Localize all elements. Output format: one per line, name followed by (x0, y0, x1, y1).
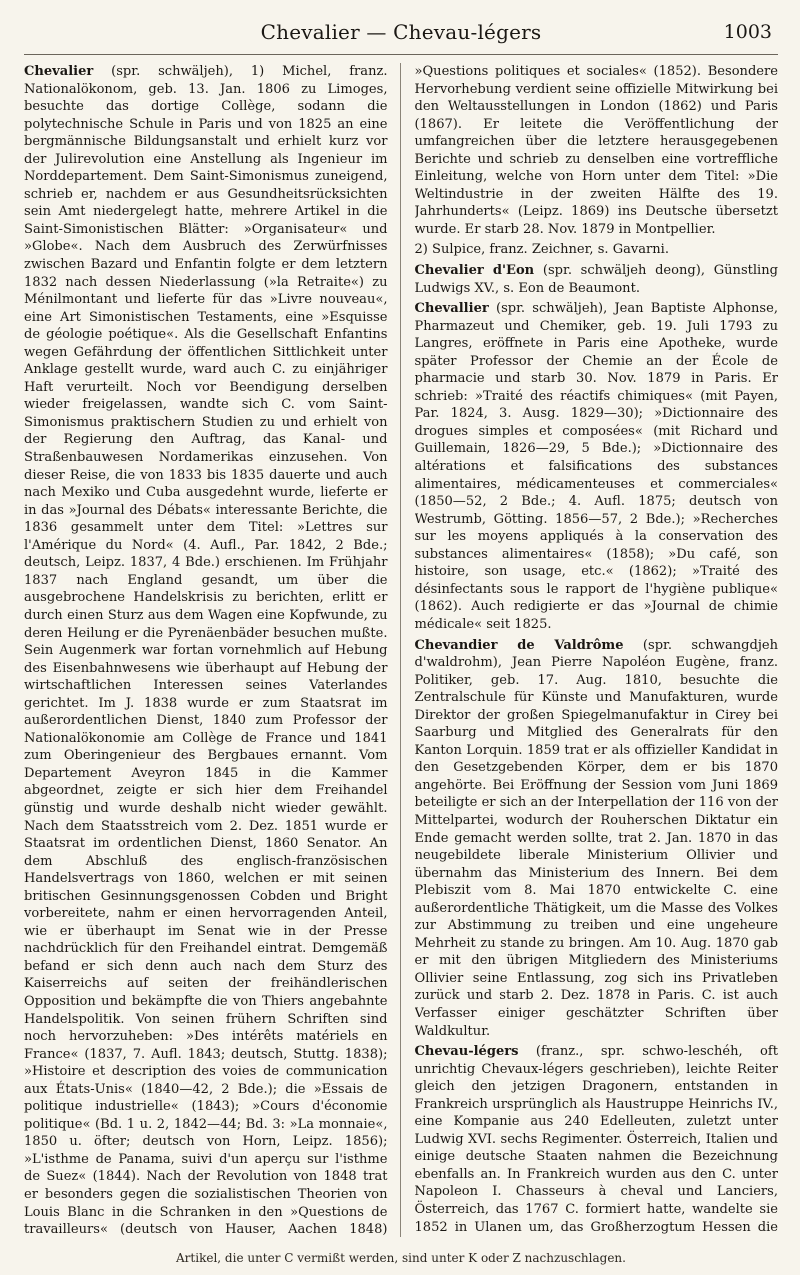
entry-headword: Chevau-légers (414, 1044, 519, 1060)
entry-text: (spr. schwäljeh deong), Günstling Ludwigs XV., s. Eon de Beaumont. (414, 263, 778, 296)
entry-chevau-legers (415, 1043, 779, 1237)
entry-headword: Chevalier (24, 64, 94, 79)
entry-chevalier-deon (415, 262, 779, 297)
entry-chevalier-sulpice (415, 241, 779, 259)
page-number: 1003 (723, 21, 772, 43)
entry-chevandier (415, 637, 779, 1041)
entry-text: (spr. schwäljeh), 1) Michel, franz. Nationalökonom, geb. 13. Jan. 1806 zu Limoges, besuchte das dortige Collège, sodann die polytechnische Schule in Paris und von 1825 an eine bergmännische Bildungsanstalt und erhielt kurz vor der Julirevolution eine Anstellung als Ingenieur im Norddepartement. Dem Saint-Simonismus zuneigend, schrieb er, nachdem er aus Gesundheitsrücksichten sein Amt niedergelegt hatte, mehrere Artikel in die Saint-Simonistischen Blätter: »Organisateur« und »Globe«. Nach dem Ausbruch des Zerwürfnisses zwischen Bazard und Enfantin folgte er dem letztern 1832 nach dessen Niederlassung (»la Retraite«) zu Ménilmontant und lieferte für das »Livre nouveau«, eine Art Simonistischen Testaments, eine »Esquisse de géologie poétique«. Als die Gesellschaft Enfantins wegen Gefährdung der öffentlichen Sittlichkeit unter Anklage gestellt wurde, ward auch C. zu einjähriger Haft verurteilt. Noch vor Beendigung derselben wieder freigelassen, wandte sich C. vom Saint-Simonismus praktischern Studien zu und erhielt von der Regierung den Auftrag, das Kanal- und Straßenbauwesen Nordamerikas einzusehen. Von dieser Reise, die von 1833 bis 1835 dauerte und auch nach Mexiko und Cuba ausgedehnt wurde, lieferte er in das »Journal des Débats« interessante Berichte, die 1836 gesammelt unter dem Titel: »Lettres sur l'Amérique du Nord« (4. Aufl., Par. 1842, 2 Bde.; deutsch, Leipz. 1837, 4 Bde.) erschienen. Im Frühjahr 1837 nach England gesandt, um über die ausgebrochene Handelskrisis zu berichten, erlitt er durch einen Sturz aus dem Wagen eine Kopfwunde, zu deren Heilung er die Pyrenäenbäder besuchen mußte. Sein Augenmerk war fortan vornehmlich auf Hebung des Eisenbahnwesens wie überhaupt auf Hebung der wirtschaftlichen Interessen seines Vaterlandes gerichtet. Im J. 1838 wurde er zum Staatsrat im außerordentlichen Dienst, 1840 zum Professor der Nationalökonomie am Collège de France und 1841 zum Oberingenieur des Bergbaues ernannt. Vom Departement Aveyron 1845 in die Kammer abgeordnet, zeigte er sich hier dem Freihandel günstig und wurde deshalb nicht wieder gewählt. Nach dem Staatsstreich vom 2. Dez. 1851 wurde er Staatsrat im ordentlichen Dienst, 1860 Senator. An dem Abschluß des englisch-französischen Handelsvertrags von 1860, welchen er mit seinen britischen Gesinnungsgenossen Cobden und Bright vorbereitete, nahm er einen hervorragenden Anteil, wie er überhaupt im Senat wie in der Presse nachdrücklich für den Freihandel eintrat. Demgemäß befand er sich denn auch nach dem Sturz des Kaiserreichs auf seiten der freihändlerischen Opposition und bekämpfte die von Thiers angebahnte Handelspolitik. Von seinen frühern Schriften sind noch hervorzuheben: »Des intérêts matériels en France« (1837, 7. Aufl. 1843; deutsch, Stuttg. 1838); »Histoire et description des voies de communication aux États-Unis« (1840—42, 2 Bde.); die »Essais de politique industrielle« (1843); »Cours d'économie politique« (Bd. 1 u. 2, 1842—44; Bd. 3: »La monnaie«, 1850 u. öfter; deutsch von Horn, Leipz. 1856); »L'isthme de Panama, suivi d'un aperçu sur l'isthme de Suez« (1844). Nach der Revolution von 1848 trat er besonders gegen die sozialistischen Theorien von Louis Blanc in die Schranken in den »Questions de travailleurs« (deutsch von Hauser, Aachen 1848) (24, 64, 388, 1237)
left-column (24, 63, 401, 1237)
entry-chevallier (415, 300, 779, 633)
entry-chevalier-michel (24, 63, 388, 1237)
text-columns (24, 63, 778, 1237)
entry-text: »Questions politiques et sociales« (1852). Besondere Hervorhebung verdient seine offizielle Mitwirkung bei den Weltausstellungen in London (1862) und Paris (1867). Er leitete die Veröffentlichung der umfangreichen über die letztere herausgegebenen Berichte und schrieb zu denselben eine vortreffliche Einleitung, welche von Horn unter dem Titel: »Die Weltindustrie in der zweiten Hälfte des 19. Jahrhunderts« (Leipz. 1869) ins Deutsche übersetzt wurde. Er starb 28. Nov. 1879 in Montpellier. (414, 64, 778, 237)
entry-headword: Chevandier de Valdrôme (414, 637, 624, 653)
right-column (415, 63, 779, 1237)
entry-continuation (415, 63, 779, 238)
page-footer-note: Artikel, die unter C vermißt werden, sind unter K oder Z nachzuschlagen. (176, 1251, 626, 1265)
running-title: Chevalier — Chevau-légers (260, 20, 542, 44)
entry-text: 2) Sulpice, franz. Zeichner, s. Gavarni. (414, 242, 670, 258)
entry-headword: Chevallier (414, 301, 489, 317)
entry-text: (franz., spr. schwo-leschéh, oft unrichtig Chevaux-légers geschrieben), leichte Reiter gleich den jetzigen Dragonern, entstanden in Frankreich ursprünglich als Haustruppe Heinrichs IV., eine Kompanie aus 240 Edelleuten, zuletzt unter Ludwig XVI. sechs Regimenter. Österreich, Italien und einige deutsche Staaten nahmen die Bezeichnung ebenfalls an. In Frankreich wurden aus den C. unter Napoleon I. Chasseurs à cheval und Lanciers, Österreich, das 1767 C. formiert hatte, wandelte sie 1852 in Ulanen um, das Großherzogtum Hessen die (414, 1044, 778, 1235)
page-header (24, 18, 778, 55)
entry-text: (spr. schwangdjeh d'waldrohm), Jean Pierre Napoléon Eugène, franz. Politiker, geb. 17. Aug. 1810, besuchte die Zentralschule für Künste und Manufakturen, wurde Direktor der großen Spiegelmanufaktur in Cirey bei Saarburg und Mitglied des Generalrats für den Kanton Lorquin. 1859 trat er als offizieller Kandidat in den Gesetzgebenden Körper, dem er bis 1870 angehörte. Bei Eröffnung der Session vom Juni 1869 beteiligte er sich an der Interpellation der 116 von der Mittelpartei, wodurch der Rouherschen Diktatur ein Ende gemacht werden sollte, trat 2. Jan. 1870 in das neugebildete liberale Ministerium Ollivier und übernahm das Ministerium des Innern. Bei dem Plebiszit vom 8. Mai 1870 entwickelte C. eine außerordentliche Thätigkeit, um die Masse des Volkes zur Abstimmung zu treiben und eine ungeheure Mehrheit zu stande zu bringen. Am 10. Aug. 1870 gab er mit den übrigen Mitgliedern des Ministeriums Ollivier seine Entlassung, zog sich ins Privatleben zurück und starb 2. Dez. 1878 in Paris. C. ist auch Verfasser einiger geschätzter Schriften über Waldkultur. (414, 637, 778, 1039)
entry-text: (spr. schwäljeh), Jean Baptiste Alphonse, Pharmazeut und Chemiker, geb. 19. Juli 1793 zu Langres, eröffnete in Paris eine Apotheke, wurde später Professor der Chemie an der École de pharmacie und starb 30. Nov. 1879 in Paris. Er schrieb: »Traité des réactifs chimiques« (mit Payen, Par. 1824, 3. Ausg. 1829—30); »Dictionnaire des drogues simples et composées« (mit Richard und Guillemain, 1826—29, 5 Bde.); »Dictionnaire des altérations et falsifications des substances alimentaires, médicamenteuses et commerciales« (1850—52, 2 Bde.; 4. Aufl. 1875; deutsch von Westrumb, Götting. 1856—57, 2 Bde.); »Recherches sur les moyens appliqués à la conservation des substances alimentaires« (1858); »Du café, son histoire, son usage, etc.« (1862); »Traité des désinfectants sous le rapport de l'hygiène publique« (1862). Auch redigierte er das »Journal de chimie médicale« seit 1825. (414, 301, 778, 632)
entry-headword: Chevalier d'Eon (414, 263, 535, 279)
